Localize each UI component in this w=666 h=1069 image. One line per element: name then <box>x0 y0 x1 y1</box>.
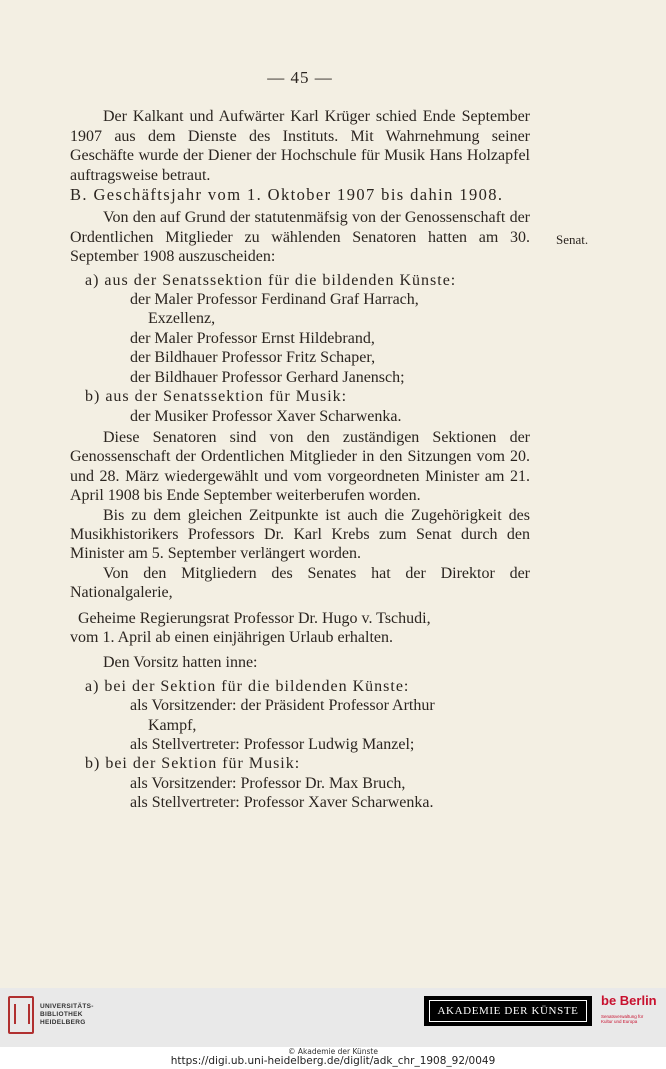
be-berlin-mark: be Berlin <box>601 993 657 1008</box>
footer-bar <box>0 988 666 1047</box>
list-item: der Maler Professor Ernst Hildebrand, <box>130 329 375 347</box>
section-heading: B. Geschäftsjahr vom 1. Oktober 1907 bis dahin 1908. <box>70 185 504 205</box>
list-item: Kampf, <box>148 716 197 734</box>
list-1-item-a: a) aus der Senatssektion für die bildenden Künste: <box>85 271 457 289</box>
university-library-logo[interactable] <box>8 996 94 1034</box>
list-2 <box>70 677 530 813</box>
paragraph-5-end: vom 1. April ab einen einjährigen Urlaub erhalten. <box>70 628 394 646</box>
list-item: als Stellvertreter: Professor Xaver Scharwenka. <box>130 794 434 812</box>
paragraph-6: Den Vorsitz hatten inne: <box>103 654 258 672</box>
copyright-notice: © Akademie der Künste <box>288 1047 378 1056</box>
list-1-item-b: b) aus der Senatssektion für Musik: <box>85 388 348 406</box>
list-1 <box>70 271 530 426</box>
paragraph-5-name: Geheime Regierungsrat Professor Dr. Hugo v. Tschudi, <box>78 609 431 627</box>
page-number: — 45 — <box>267 68 333 87</box>
be-berlin-logo[interactable] <box>601 994 656 1034</box>
page-content <box>70 68 530 815</box>
list-item: als Stellvertreter: Professor Ludwig Manzel; <box>130 736 415 753</box>
be-berlin-subtitle: Senatsverwaltung für Kultur und Europa <box>601 1014 644 1024</box>
list-item: als Vorsitzender: der Präsident Professor Arthur <box>130 697 435 715</box>
list-item: der Maler Professor Ferdinand Graf Harrach, <box>130 291 419 309</box>
akademie-logo[interactable] <box>424 996 592 1026</box>
paragraph-5: Von den Mitgliedern des Senates hat der Direktor der Nationalgalerie, <box>70 564 530 602</box>
list-item: als Vorsitzender: Professor Dr. Max Bruch, <box>130 774 406 792</box>
paragraph-3: Diese Senatoren sind von den zuständigen Sektionen der Genossenschaft der Ordentlichen Mitglieder in den Sitzungen vom 20. und 28. März wiedergewählt und vom vorgeordneten Minister am 21. April 1908 bis Ende September weiterberufen worden. <box>70 428 530 505</box>
list-item: der Bildhauer Professor Fritz Schaper, <box>130 349 376 367</box>
margin-note: Senat. <box>556 232 589 247</box>
list-item: Exzellenz, <box>148 310 216 328</box>
paragraph-1: Der Kalkant und Aufwärter Karl Krüger schied Ende September 1907 aus dem Dienste des Instituts. Mit Wahrnehmung seiner Geschäfte wurde der Diener der Hochschule für Musik Hans Holzapfel auftragsweise betraut. <box>70 108 530 184</box>
akademie-logo-text: AKADEMIE DER KÜNSTE <box>429 1000 587 1022</box>
source-url-link[interactable]: https://digi.ub.uni-heidelberg.de/diglit/adk_chr_1908_92/0049 <box>170 1055 496 1067</box>
list-item: der Bildhauer Professor Gerhard Janensch; <box>130 368 405 386</box>
university-library-name: UNIVERSITÄTS- BIBLIOTHEK HEIDELBERG <box>40 1003 94 1026</box>
paragraph-2: Von den auf Grund der statutenmäfsig von der Genossenschaft der Ordentlichen Mitglieder zu wählenden Senatoren hatten am 30. September 1908 auszuscheiden: <box>70 209 530 266</box>
list-2-item-a: a) bei der Sektion für die bildenden Künste: <box>85 677 410 695</box>
list-item: der Musiker Professor Xaver Scharwenka. <box>130 407 402 425</box>
library-icon <box>8 996 34 1034</box>
list-2-item-b: b) bei der Sektion für Musik: <box>85 755 301 773</box>
paragraph-4: Bis zu dem gleichen Zeitpunkte ist auch die Zugehörigkeit des Musikhistorikers Professors Dr. Karl Krebs zum Senat durch den Minister am 5. September verlängert worden. <box>70 506 530 563</box>
